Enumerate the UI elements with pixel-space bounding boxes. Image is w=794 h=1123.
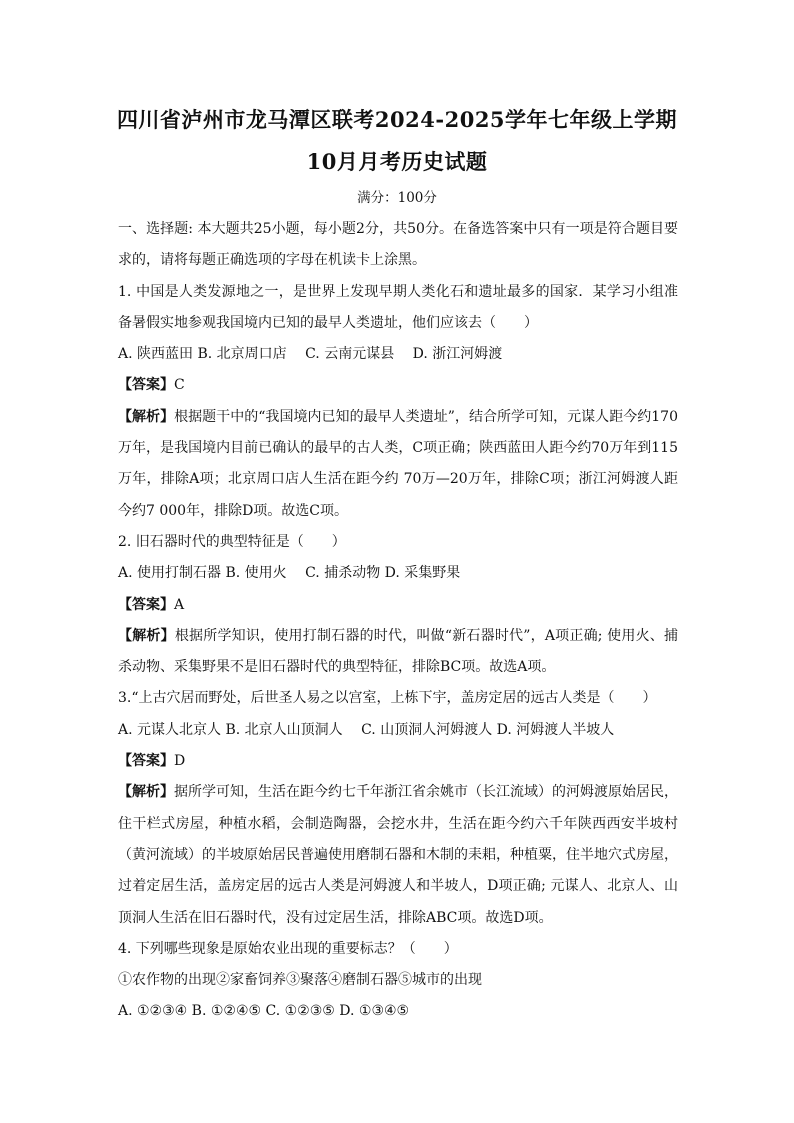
question-1-answer: [118, 370, 678, 401]
question-4-options: A. ①②③④ B. ①②④⑤ C. ①②③⑤ D. ①③④⑤: [118, 1003, 410, 1020]
answer-value: A: [174, 596, 185, 613]
analysis-tag: 【解析】: [118, 627, 175, 644]
analysis-tag: 【解析】: [118, 408, 175, 425]
document-title-line-2: 10月月考历史试题: [306, 149, 488, 174]
answer-value: C: [174, 377, 185, 394]
question-1-options: A. 陕西蓝田 B. 北京周口店 C. 云南元谋县 D. 浙江河姆渡: [118, 346, 503, 363]
analysis-text: 根据所学知识，使用打制石器的时代，叫做“新石器时代”，A项正确; 使用火、捕杀动物、采集野果不是旧石器时代的典型特征，排除BC项。故选A项。: [118, 627, 678, 676]
exam-content: [118, 214, 678, 1028]
answer-value: D: [174, 753, 186, 770]
analysis-text: 据所学可知，生活在距今约七千年浙江省余姚市（长江流域）的河姆渡原始居民，住干栏式房屋，种植水稻，会制造陶器，会挖水井，生活在距今约六千年陕西西安半坡村（黄河流域）的半坡原始居民普遍使用磨制石器和木制的耒耜，种植粟，住半地穴式房屋，过着定居生活，盖房定居的远古人类是河姆渡人和半坡人，D项正确; 元谋人、北京人、山顶洞人生活在旧石器时代，没有过定居生活，排除ABC项。故选D项。: [118, 784, 678, 926]
analysis-text: 根据题干中的“我国境内已知的最早人类遗址”，结合所学可知，元谋人距今约170万年，是我国境内目前已确认的最早的古人类，C项正确；陕西蓝田人距今约70万年到115万年，排除A项；北京周口店人生活在距今约 70万—20万年，排除C项；浙江河姆渡人距今约7 000年，排除D项。故选C项。: [118, 408, 678, 519]
question-3-options: A. 元谋人北京人 B. 北京人山顶洞人 C. 山顶洞人河姆渡人 D. 河姆渡人半坡人: [118, 721, 615, 738]
question-1-stem: 1. 中国是人类发源地之一，是世界上发现早期人类化石和遗址最多的国家．某学习小组准备暑假实地参观我国境内已知的最早人类遗址，他们应该去（ ）: [118, 283, 678, 331]
full-score: 满分：100分: [357, 190, 437, 206]
question-1-analysis: [118, 402, 678, 527]
question-2-analysis: [118, 621, 678, 684]
document-title-line-1: 四川省泸州市龙马潭区联考2024-2025学年七年级上学期: [116, 107, 678, 132]
question-4-items: ①农作物的出现②家畜饲养③聚落④磨制石器⑤城市的出现: [118, 972, 482, 989]
question-2-stem: 2. 旧石器时代的典型特征是（ ）: [118, 533, 346, 550]
question-2-answer: [118, 590, 678, 621]
answer-tag: 【答案】: [118, 596, 174, 613]
question-2-options: A. 使用打制石器 B. 使用火 C. 捕杀动物 D. 采集野果: [118, 565, 461, 582]
answer-tag: 【答案】: [118, 377, 174, 394]
section-intro: 一、选择题: 本大题共25小题，每小题2分，共50分。在备选答案中只有一项是符合题目要求的，请将每题正确选项的字母在机读卡上涂黑。: [118, 221, 678, 269]
question-3-analysis: [118, 777, 678, 933]
question-3-answer: [118, 746, 678, 777]
question-3-stem: 3.“上古穴居而野处，后世圣人易之以宫室，上栋下宇，盖房定居的远古人类是（ ）: [118, 690, 657, 707]
question-4-stem: 4. 下列哪些现象是原始农业出现的重要标志？（ ）: [118, 940, 458, 957]
analysis-tag: 【解析】: [118, 784, 174, 801]
answer-tag: 【答案】: [118, 753, 174, 770]
